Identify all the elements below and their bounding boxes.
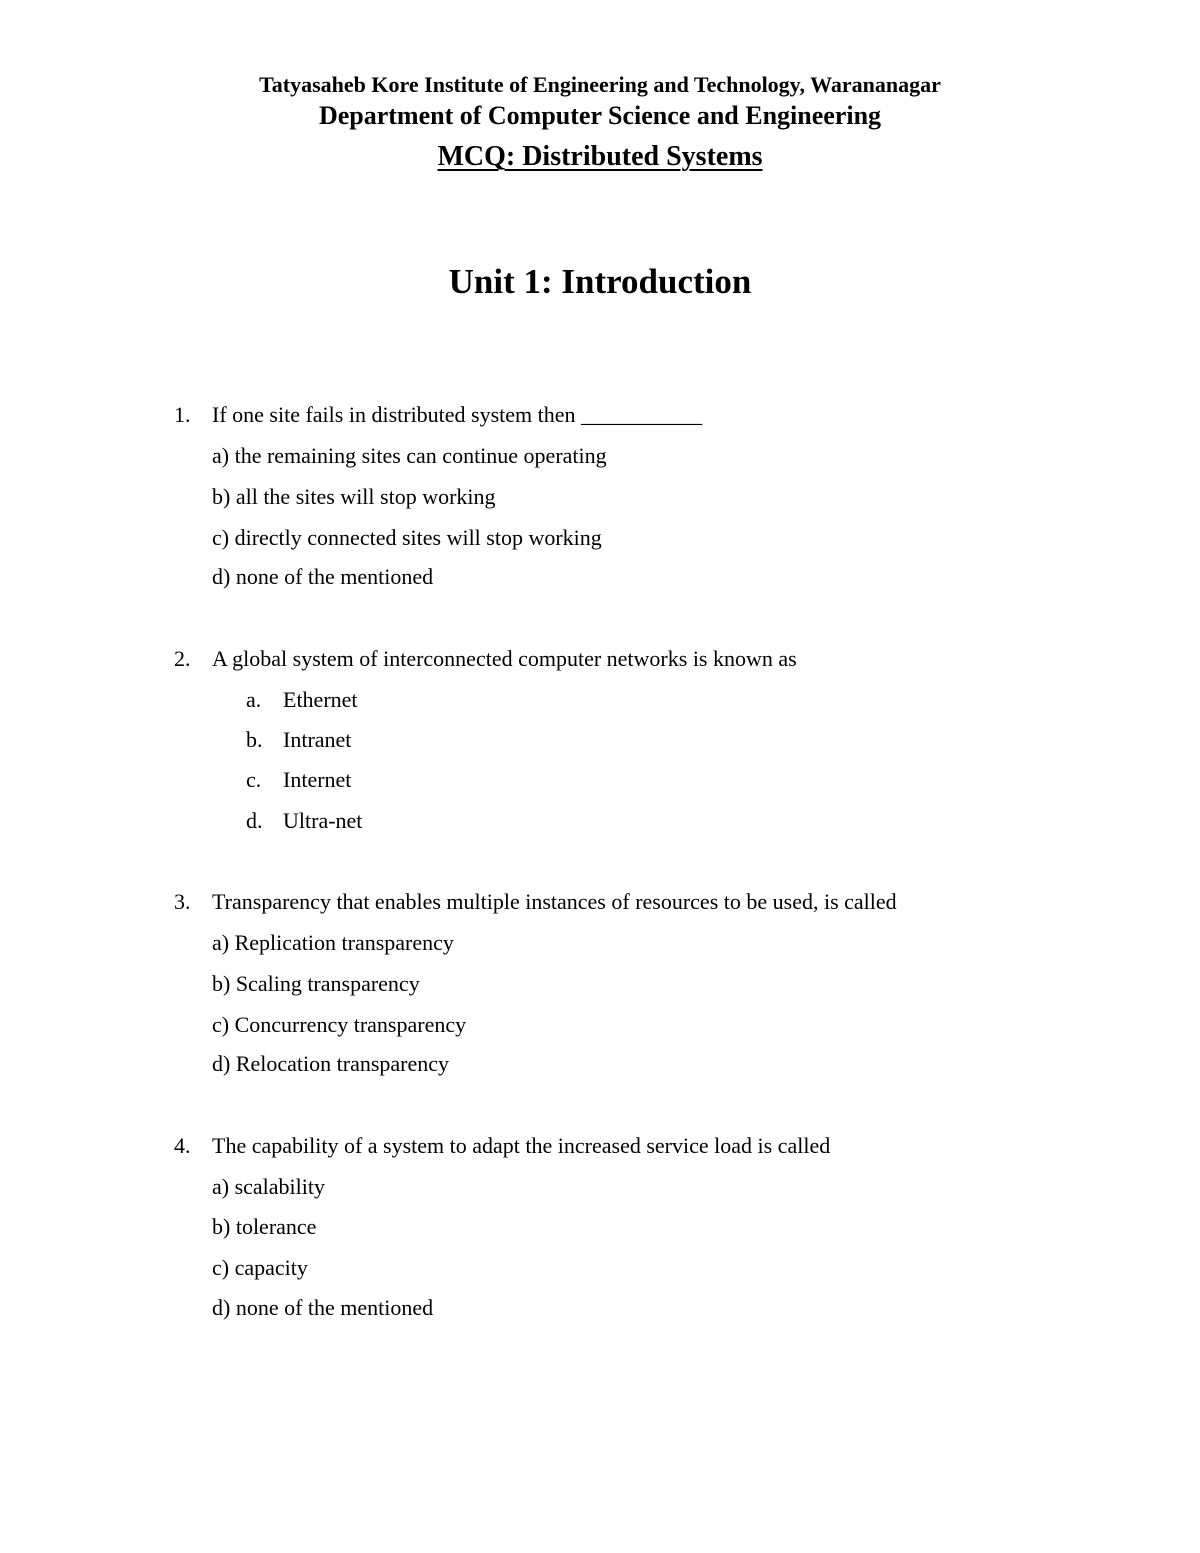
option-c-text: Internet bbox=[283, 767, 352, 792]
question-number: 1. bbox=[174, 402, 191, 427]
question-number: 2. bbox=[174, 646, 191, 671]
option-d: d) none of the mentioned bbox=[212, 1295, 434, 1320]
option-c: c) Concurrency transparency bbox=[212, 1012, 467, 1037]
option-a: a) the remaining sites can continue operating bbox=[212, 443, 607, 468]
option-b-text: Intranet bbox=[283, 727, 352, 752]
option-a-text: Ethernet bbox=[283, 687, 358, 712]
question-text: Transparency that enables multiple instances of resources to be used, is called bbox=[212, 889, 897, 914]
course-title-text: MCQ: Distributed Systems bbox=[437, 141, 763, 172]
option-b: b) tolerance bbox=[212, 1214, 317, 1239]
question-text: If one site fails in distributed system then ___________ bbox=[212, 402, 703, 427]
institute-name: Tatyasaheb Kore Institute of Engineering and Technology, Warananagar bbox=[259, 72, 941, 97]
option-a: a) scalability bbox=[212, 1174, 326, 1199]
option-b: b) Scaling transparency bbox=[212, 971, 420, 996]
option-d-label: d. bbox=[246, 808, 263, 833]
question-text: The capability of a system to adapt the increased service load is called bbox=[212, 1133, 831, 1158]
option-d: d) Relocation transparency bbox=[212, 1051, 450, 1076]
option-c: c) capacity bbox=[212, 1255, 308, 1280]
option-d-text: Ultra-net bbox=[283, 808, 363, 833]
option-c: c) directly connected sites will stop working bbox=[212, 525, 602, 550]
option-a: a) Replication transparency bbox=[212, 930, 454, 955]
unit-title: Unit 1: Introduction bbox=[448, 262, 752, 301]
option-b: b) all the sites will stop working bbox=[212, 484, 496, 509]
option-a-label: a. bbox=[246, 687, 262, 712]
option-c-label: c. bbox=[246, 767, 262, 792]
question-text: A global system of interconnected computer networks is known as bbox=[212, 646, 797, 671]
option-b-label: b. bbox=[246, 727, 263, 752]
course-title bbox=[0, 141, 1200, 173]
question-number: 3. bbox=[174, 889, 191, 914]
question-number: 4. bbox=[174, 1133, 191, 1158]
department-name: Department of Computer Science and Engineering bbox=[318, 101, 882, 130]
option-d: d) none of the mentioned bbox=[212, 564, 434, 589]
